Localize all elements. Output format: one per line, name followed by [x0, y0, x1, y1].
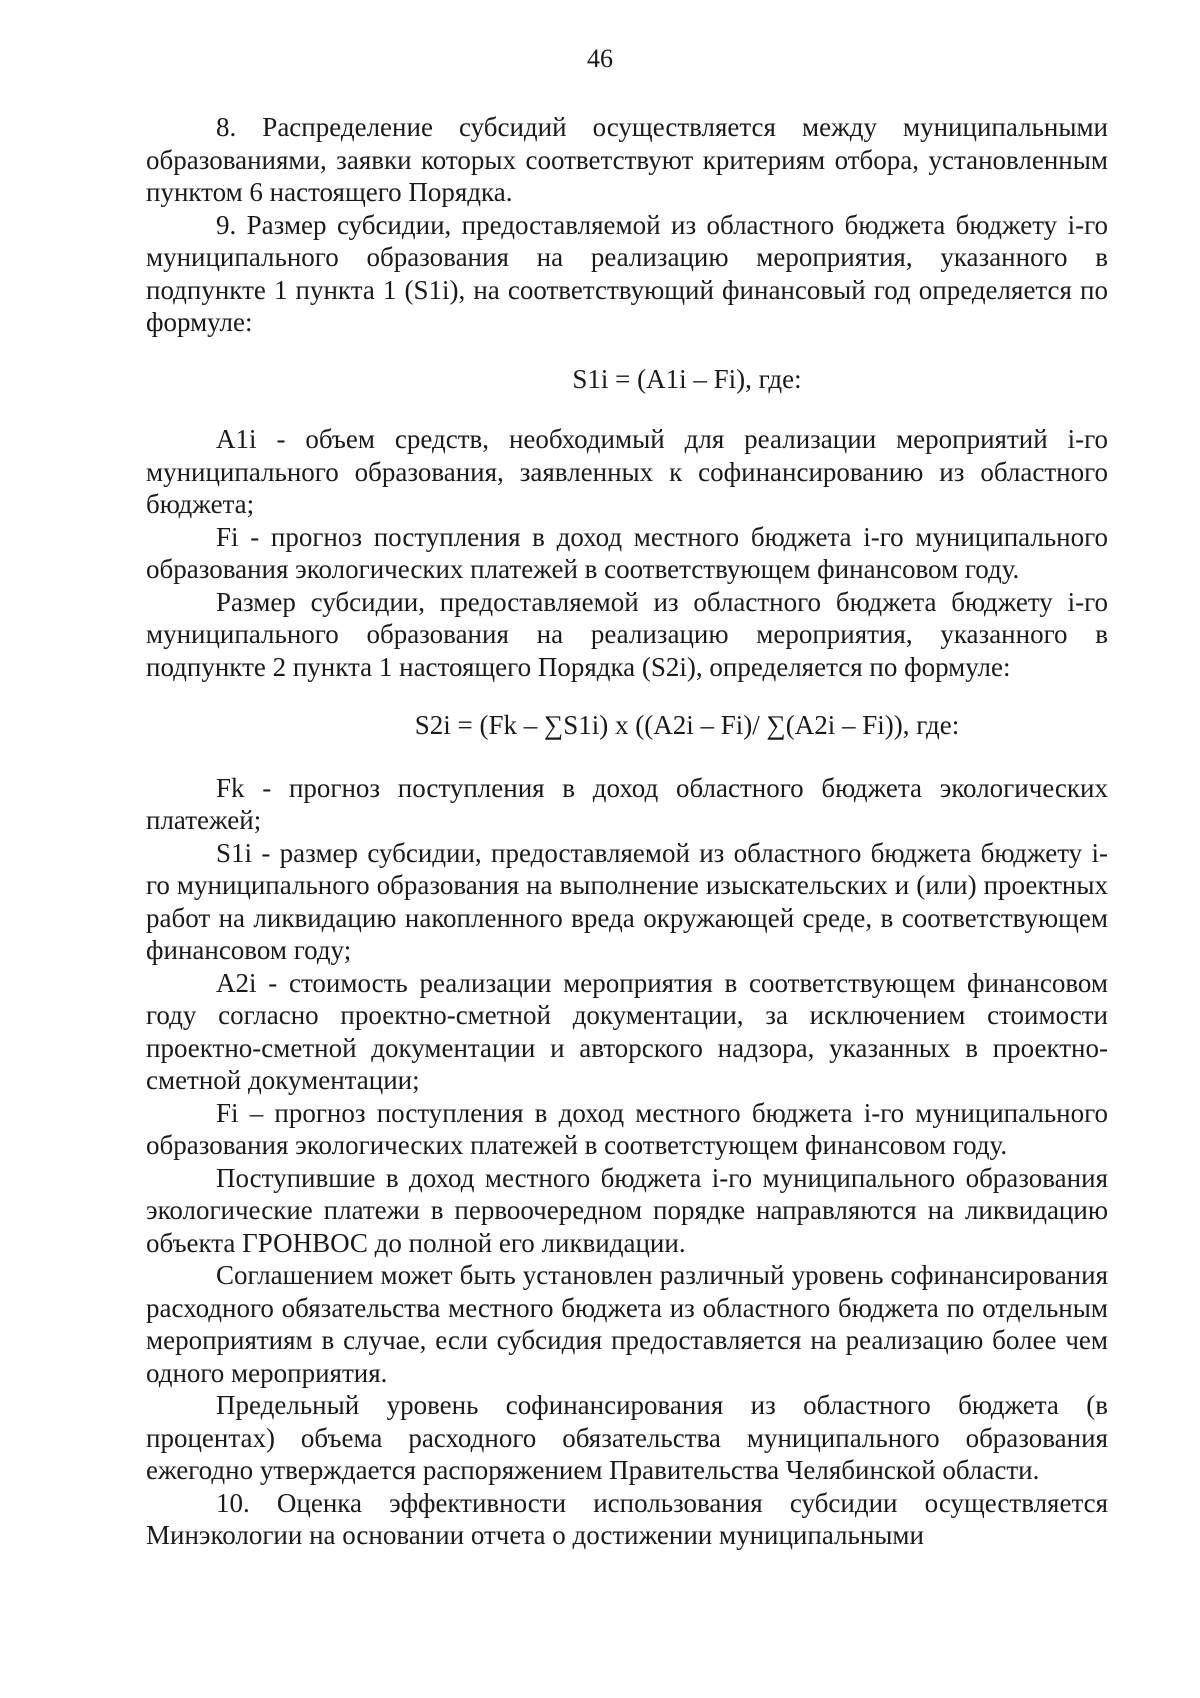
paragraph-8: 8. Распределение субсидий осуществляется между муниципальными образованиями, заявки которых соответствуют критериям отбора, установленным пунктом 6 настоящего Порядка.: [146, 112, 1108, 207]
definition-fk: Fk - прогноз поступления в доход областного бюджета экологических платежей;: [146, 772, 1108, 835]
paragraph-gronvos: Поступившие в доход местного бюджета i-го муниципального образования экологические платежи в первоочередном порядке направляются на ликвидацию объекта ГРОНВОС до полной его ликвидации.: [146, 1162, 1108, 1258]
paragraph-s2i-intro: Размер субсидии, предоставляемой из областного бюджета бюджету i-го муниципального образования на реализацию мероприятия, указанного в подпункте 2 пункта 1 настоящего Порядка (S2i), определяется по формуле:: [146, 586, 1108, 682]
formula-s1i: S1i = (A1i – Fi), где:: [572, 363, 802, 394]
formula-s2i: S2i = (Fk – ∑S1i) x ((A2i – Fi)/ ∑(A2i – Fi)), где:: [414, 710, 960, 740]
definition-a2i: A2i - стоимость реализации мероприятия в соответствующем финансовом году согласно проектно-сметной документации, за исключением стоимости проектно-сметной документации и авторского надзора, указанных в проектно-сметной документации;: [146, 967, 1108, 1095]
paragraph-10: 10. Оценка эффективности использования субсидии осуществляется Минэкологии на основании отчета о достижении муниципальными: [146, 1487, 1108, 1550]
document-body: [146, 111, 1108, 1552]
definition-a1i: A1i - объем средств, необходимый для реализации мероприятий i-го муниципального образования, заявленных к софинансированию из областного бюджета;: [146, 424, 1108, 519]
paragraph-agreement: Соглашением может быть установлен различный уровень софинансирования расходного обязательства местного бюджета из областного бюджета по отдельным мероприятиям в случае, если субсидия предоставляется на реализацию более чем одного мероприятия.: [146, 1260, 1108, 1388]
definition-fi: Fi - прогноз поступления в доход местного бюджета i-го муниципального образования экологических платежей в соответствующем финансовом году.: [146, 521, 1108, 584]
definition-s1i: S1i - размер субсидии, предоставляемой из областного бюджета бюджету i-го муниципального образования на выполнение изыскательских и (или) проектных работ на ликвидацию накопленного вреда окружающей среде, в соответствующем финансовом году;: [146, 837, 1108, 965]
paragraph-limit-level: Предельный уровень софинансирования из областного бюджета (в процентах) объема расходного обязательства муниципального образования ежегодно утверждается распоряжением Правительства Челябинской области.: [146, 1390, 1108, 1485]
paragraph-9: 9. Размер субсидии, предоставляемой из областного бюджета бюджету i-го муниципального образования на реализацию мероприятия, указанного в подпункте 1 пункта 1 (S1i), на соответствующий финансовый год определяется по формуле:: [146, 209, 1108, 337]
page-number: 46: [587, 44, 613, 73]
definition-fi-2: Fi – прогноз поступления в доход местного бюджета i-го муниципального образования экологических платежей в соответстующем финансовом году.: [146, 1097, 1108, 1160]
